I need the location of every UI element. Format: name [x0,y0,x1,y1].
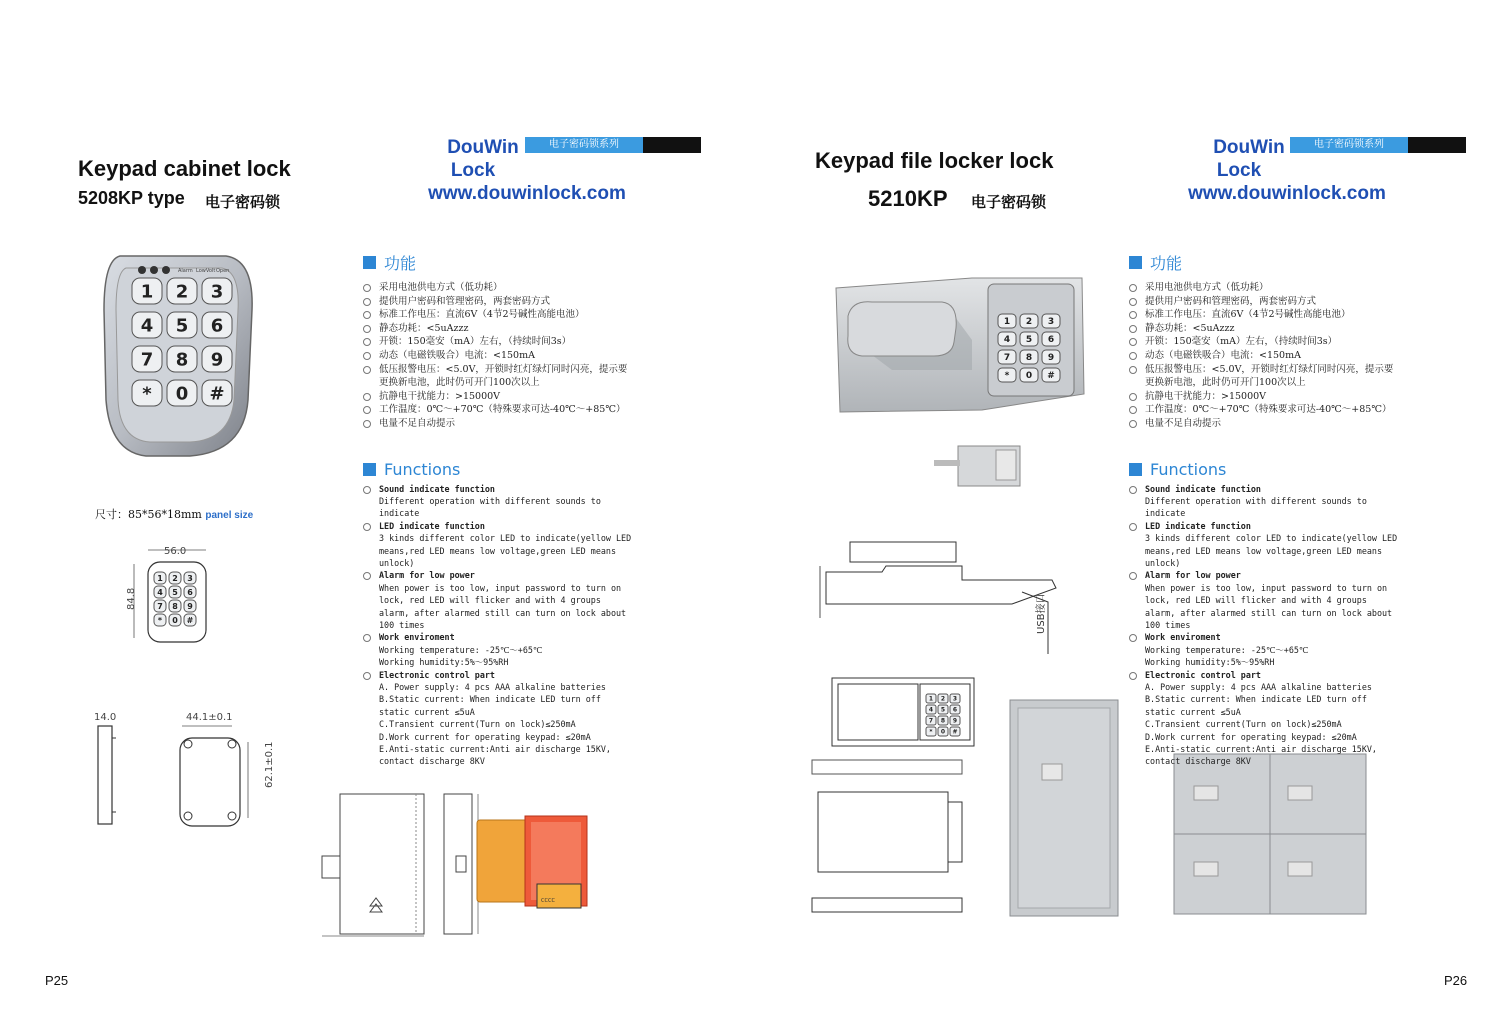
keypad-key-label: 2 [1025,317,1033,328]
left-title: Keypad cabinet lock [78,156,291,181]
left-features-en-heading: Functions [363,460,633,479]
left-series-bar [525,137,701,153]
keypad-key-label: 2 [940,695,946,703]
left-features-block [363,251,633,768]
bullet-icon [1129,325,1137,333]
bullet-icon [363,634,371,642]
dim-hole-w: 44.1±0.1 [186,712,233,723]
left-model: 5208KP type [78,188,185,208]
keypad-key-label: 4 [140,315,154,337]
bullet-icon [363,366,371,374]
keypad-key-label: 5 [172,587,178,597]
keypad-key-label: 6 [1047,335,1055,346]
dim-height: 84.8 [126,587,137,610]
keypad-key-label: 3 [952,695,958,703]
left-keypad-photo [98,250,260,460]
feature-cn-item: 动态（电磁铁吸合）电流：<150mA [363,349,633,363]
keypad-key-label: 1 [157,573,163,583]
keypad-key-label: 3 [187,573,193,583]
right-safe-photo [1008,698,1120,918]
keypad-key-label: 4 [157,587,163,597]
bullet-icon [1129,672,1137,680]
left-keypad-header-open: Open [216,268,230,274]
feature-en-item: Work enviroment Working temperature: -25℃～+65℃ Working humidity:5%～95%RH [363,631,633,668]
right-model: 5210KP [868,186,948,211]
left-page-number: P25 [45,973,69,988]
feature-en-item: Alarm for low power When power is too low, input password to turn on lock, red LED will flicker and with 4 groups alarm, after alarmed still can turn on lock about 100 times [363,569,633,631]
left-features-en-list [363,483,633,768]
keypad-key-label: * [929,728,933,736]
bullet-icon [363,572,371,580]
left-cabinet-photo [475,814,615,914]
right-title: Keypad file locker lock [815,148,1054,173]
right-tech-drawing-side [812,538,1072,658]
bullet-icon [363,672,371,680]
keypad-key-label: 5 [940,706,946,714]
right-tech-drawing-front [808,664,978,922]
feature-cn-item: 采用电池供电方式（低功耗） [363,281,633,295]
keypad-key-label: 6 [952,706,958,714]
right-module-photo [930,440,1030,496]
feature-cn-item: 标准工作电压：直流6V（4节2号碱性高能电池） [1129,308,1399,322]
left-keypad-header-alarm: Alarm [178,268,193,274]
feature-cn-item: 抗静电干扰能力：>15000V [363,390,633,404]
keypad-key-label: 9 [210,349,224,371]
right-features-cn-heading: 功能 [1129,251,1399,274]
feature-cn-item: 标准工作电压：直流6V（4节2号碱性高能电池） [363,308,633,322]
right-filecabinet-photo [1172,752,1368,916]
feature-cn-item: 提供用户密码和管理密码，两套密码方式 [363,295,633,309]
right-series-bar [1290,137,1466,153]
feature-cn-item: 开锁：150毫安（mA）左右，（持续时间3s） [363,335,633,349]
feature-cn-item: 提供用户密码和管理密码，两套密码方式 [1129,295,1399,309]
feature-cn-item: 低压报警电压：<5.0V，开锁时红灯绿灯同时闪亮，提示要更换新电池，此时仍可开门100次以上 [1129,363,1399,390]
feature-cn-item: 开锁：150毫安（mA）左右，（持续时间3s） [1129,335,1399,349]
feature-cn-item: 静态功耗：<5uAzzz [1129,322,1399,336]
right-model-cn: 电子密码锁 [971,193,1047,211]
svg-text:CCCC: CCCC [541,898,555,904]
keypad-key-label: 0 [175,383,189,405]
feature-en-item: Sound indicate function Different operation with different sounds to indicate [1129,483,1399,520]
feature-cn-item: 采用电池供电方式（低功耗） [1129,281,1399,295]
bullet-icon [1129,284,1137,292]
feature-cn-item: 低压报警电压：<5.0V，开锁时红灯绿灯同时闪亮，提示要更换新电池，此时仍可开门100次以上 [363,363,633,390]
left-website: www.douwinlock.com [428,183,626,204]
keypad-key-label: 2 [175,281,189,303]
keypad-key-label: 5 [175,315,189,337]
feature-cn-item: 工作温度：0℃～+70℃（特殊要求可达-40℃～+85℃） [1129,403,1399,417]
feature-en-item: LED indicate function 3 kinds different color LED to indicate(yellow LED means,red LED means low voltage,green LED means unlock) [1129,520,1399,570]
keypad-key-label: 6 [210,315,224,337]
keypad-key-label: 7 [157,601,163,611]
left-features-cn-heading: 功能 [363,251,633,274]
keypad-key-label: * [1004,371,1010,382]
right-website: www.douwinlock.com [1188,183,1386,204]
keypad-key-label: 4 [1003,335,1011,346]
bullet-icon [363,284,371,292]
keypad-key-label: 9 [1047,353,1055,364]
bullet-icon [1129,298,1137,306]
left-dimension-front [112,540,212,650]
bullet-icon [1129,338,1137,346]
right-brand-line2: Lock [1216,160,1262,181]
bullet-icon [363,393,371,401]
left-tech-drawing [318,786,488,946]
keypad-key-label: 4 [928,706,934,714]
right-page-number: P26 [1444,973,1468,988]
left-brand-line1: DouWin [447,137,519,158]
bullet-icon [363,338,371,346]
feature-cn-item: 动态（电磁铁吸合）电流：<150mA [1129,349,1399,363]
keypad-key-label: # [1047,371,1055,382]
bullet-icon [363,352,371,360]
bullet-icon [363,325,371,333]
bullet-icon [1129,572,1137,580]
bullet-icon [363,523,371,531]
bullet-icon [363,406,371,414]
left-keypad-header-lowvolt: LowVolt [196,268,216,274]
keypad-key-label: 3 [210,281,224,303]
feature-cn-item: 工作温度：0℃～+70℃（特殊要求可达-40℃～+85℃） [363,403,633,417]
bullet-icon [363,486,371,494]
bullet-icon [1129,366,1137,374]
feature-cn-item: 电量不足自动提示 [363,417,633,431]
dim-depth: 14.0 [94,712,117,723]
feature-en-item: Alarm for low power When power is too low, input password to turn on lock, red LED will flicker and with 4 groups alarm, after alarmed still can turn on lock about 100 times [1129,569,1399,631]
keypad-key-label: 7 [928,717,934,725]
keypad-key-label: 8 [175,349,189,371]
bullet-icon [1129,406,1137,414]
dim-hole-h: 62.1±0.1 [264,741,275,788]
bullet-icon [363,311,371,319]
feature-en-item: Sound indicate function Different operation with different sounds to indicate [363,483,633,520]
feature-en-item: Electronic control part A. Power supply: 4 pcs AAA alkaline batteries B.Static current: When indicate LED turn off static current ≤5uA C.Transient current(Turn on lock)≤250mA D.Work current for operating keypad: ≤20mA E.Anti-static current:Anti air discharge 15KV, contact discharge 8KV [363,669,633,768]
right-series-label: 电子密码锁系列 [1290,137,1408,153]
feature-en-item: LED indicate function 3 kinds different color LED to indicate(yellow LED means,red LED means low voltage,green LED means unlock) [363,520,633,570]
keypad-key-label: 8 [1025,353,1033,364]
bullet-icon [1129,311,1137,319]
keypad-key-label: 5 [1025,335,1033,346]
left-dimension-side [92,708,275,833]
feature-en-item: Work enviroment Working temperature: -25℃～+65℃ Working humidity:5%～95%RH [1129,631,1399,668]
feature-en-item: Electronic control part A. Power supply: 4 pcs AAA alkaline batteries B.Static current: When indicate LED turn off static current ≤5uA C.Transient current(Turn on lock)≤250mA D.Work current for operating keypad: ≤20mA E.Anti-static current:Anti air discharge 15KV, contact discharge 8KV [1129,669,1399,768]
keypad-key-label: 7 [140,349,154,371]
bullet-icon [1129,523,1137,531]
feature-cn-item: 抗静电干扰能力：>15000V [1129,390,1399,404]
left-size-label: 尺寸：85*56*18mm panel size [95,508,254,521]
right-features-en-heading: Functions [1129,460,1399,479]
left-brand-line2: Lock [450,160,496,181]
bullet-icon [363,420,371,428]
keypad-key-label: 3 [1047,317,1055,328]
left-series-label: 电子密码锁系列 [525,137,643,153]
keypad-key-label: # [952,728,958,736]
left-features-cn-list [363,281,633,431]
right-features-block [1129,251,1399,768]
right-features-cn-list [1129,281,1399,431]
keypad-key-label: 2 [172,573,178,583]
keypad-key-label: 1 [928,695,934,703]
bullet-icon [1129,352,1137,360]
keypad-key-label: 8 [940,717,946,725]
left-model-cn: 电子密码锁 [205,193,281,211]
bullet-icon [363,298,371,306]
bullet-icon [1129,420,1137,428]
bullet-icon [1129,393,1137,401]
keypad-key-label: 7 [1003,353,1011,364]
keypad-key-label: 1 [140,281,154,303]
left-size-label-en: panel size [205,510,254,521]
keypad-key-label: 1 [1003,317,1011,328]
keypad-key-label: 6 [187,587,193,597]
feature-cn-item: 静态功耗：<5uAzzz [363,322,633,336]
keypad-key-label: 9 [187,601,193,611]
keypad-key-label: # [209,383,225,405]
right-filelock-photo [832,270,1088,416]
keypad-key-label: 8 [172,601,178,611]
keypad-key-label: 0 [940,728,946,736]
bullet-icon [1129,634,1137,642]
keypad-key-label: 0 [1025,371,1033,382]
dim-width: 56.0 [164,546,187,557]
bullet-icon [1129,486,1137,494]
right-features-en-list [1129,483,1399,768]
keypad-key-label: 0 [172,615,178,625]
keypad-key-label: 9 [952,717,958,725]
right-usb-label: USB接口 [1036,593,1047,634]
keypad-key-label: * [157,615,163,625]
right-brand-line1: DouWin [1213,137,1285,158]
feature-cn-item: 电量不足自动提示 [1129,417,1399,431]
keypad-key-label: * [142,383,152,405]
keypad-key-label: # [186,615,194,625]
